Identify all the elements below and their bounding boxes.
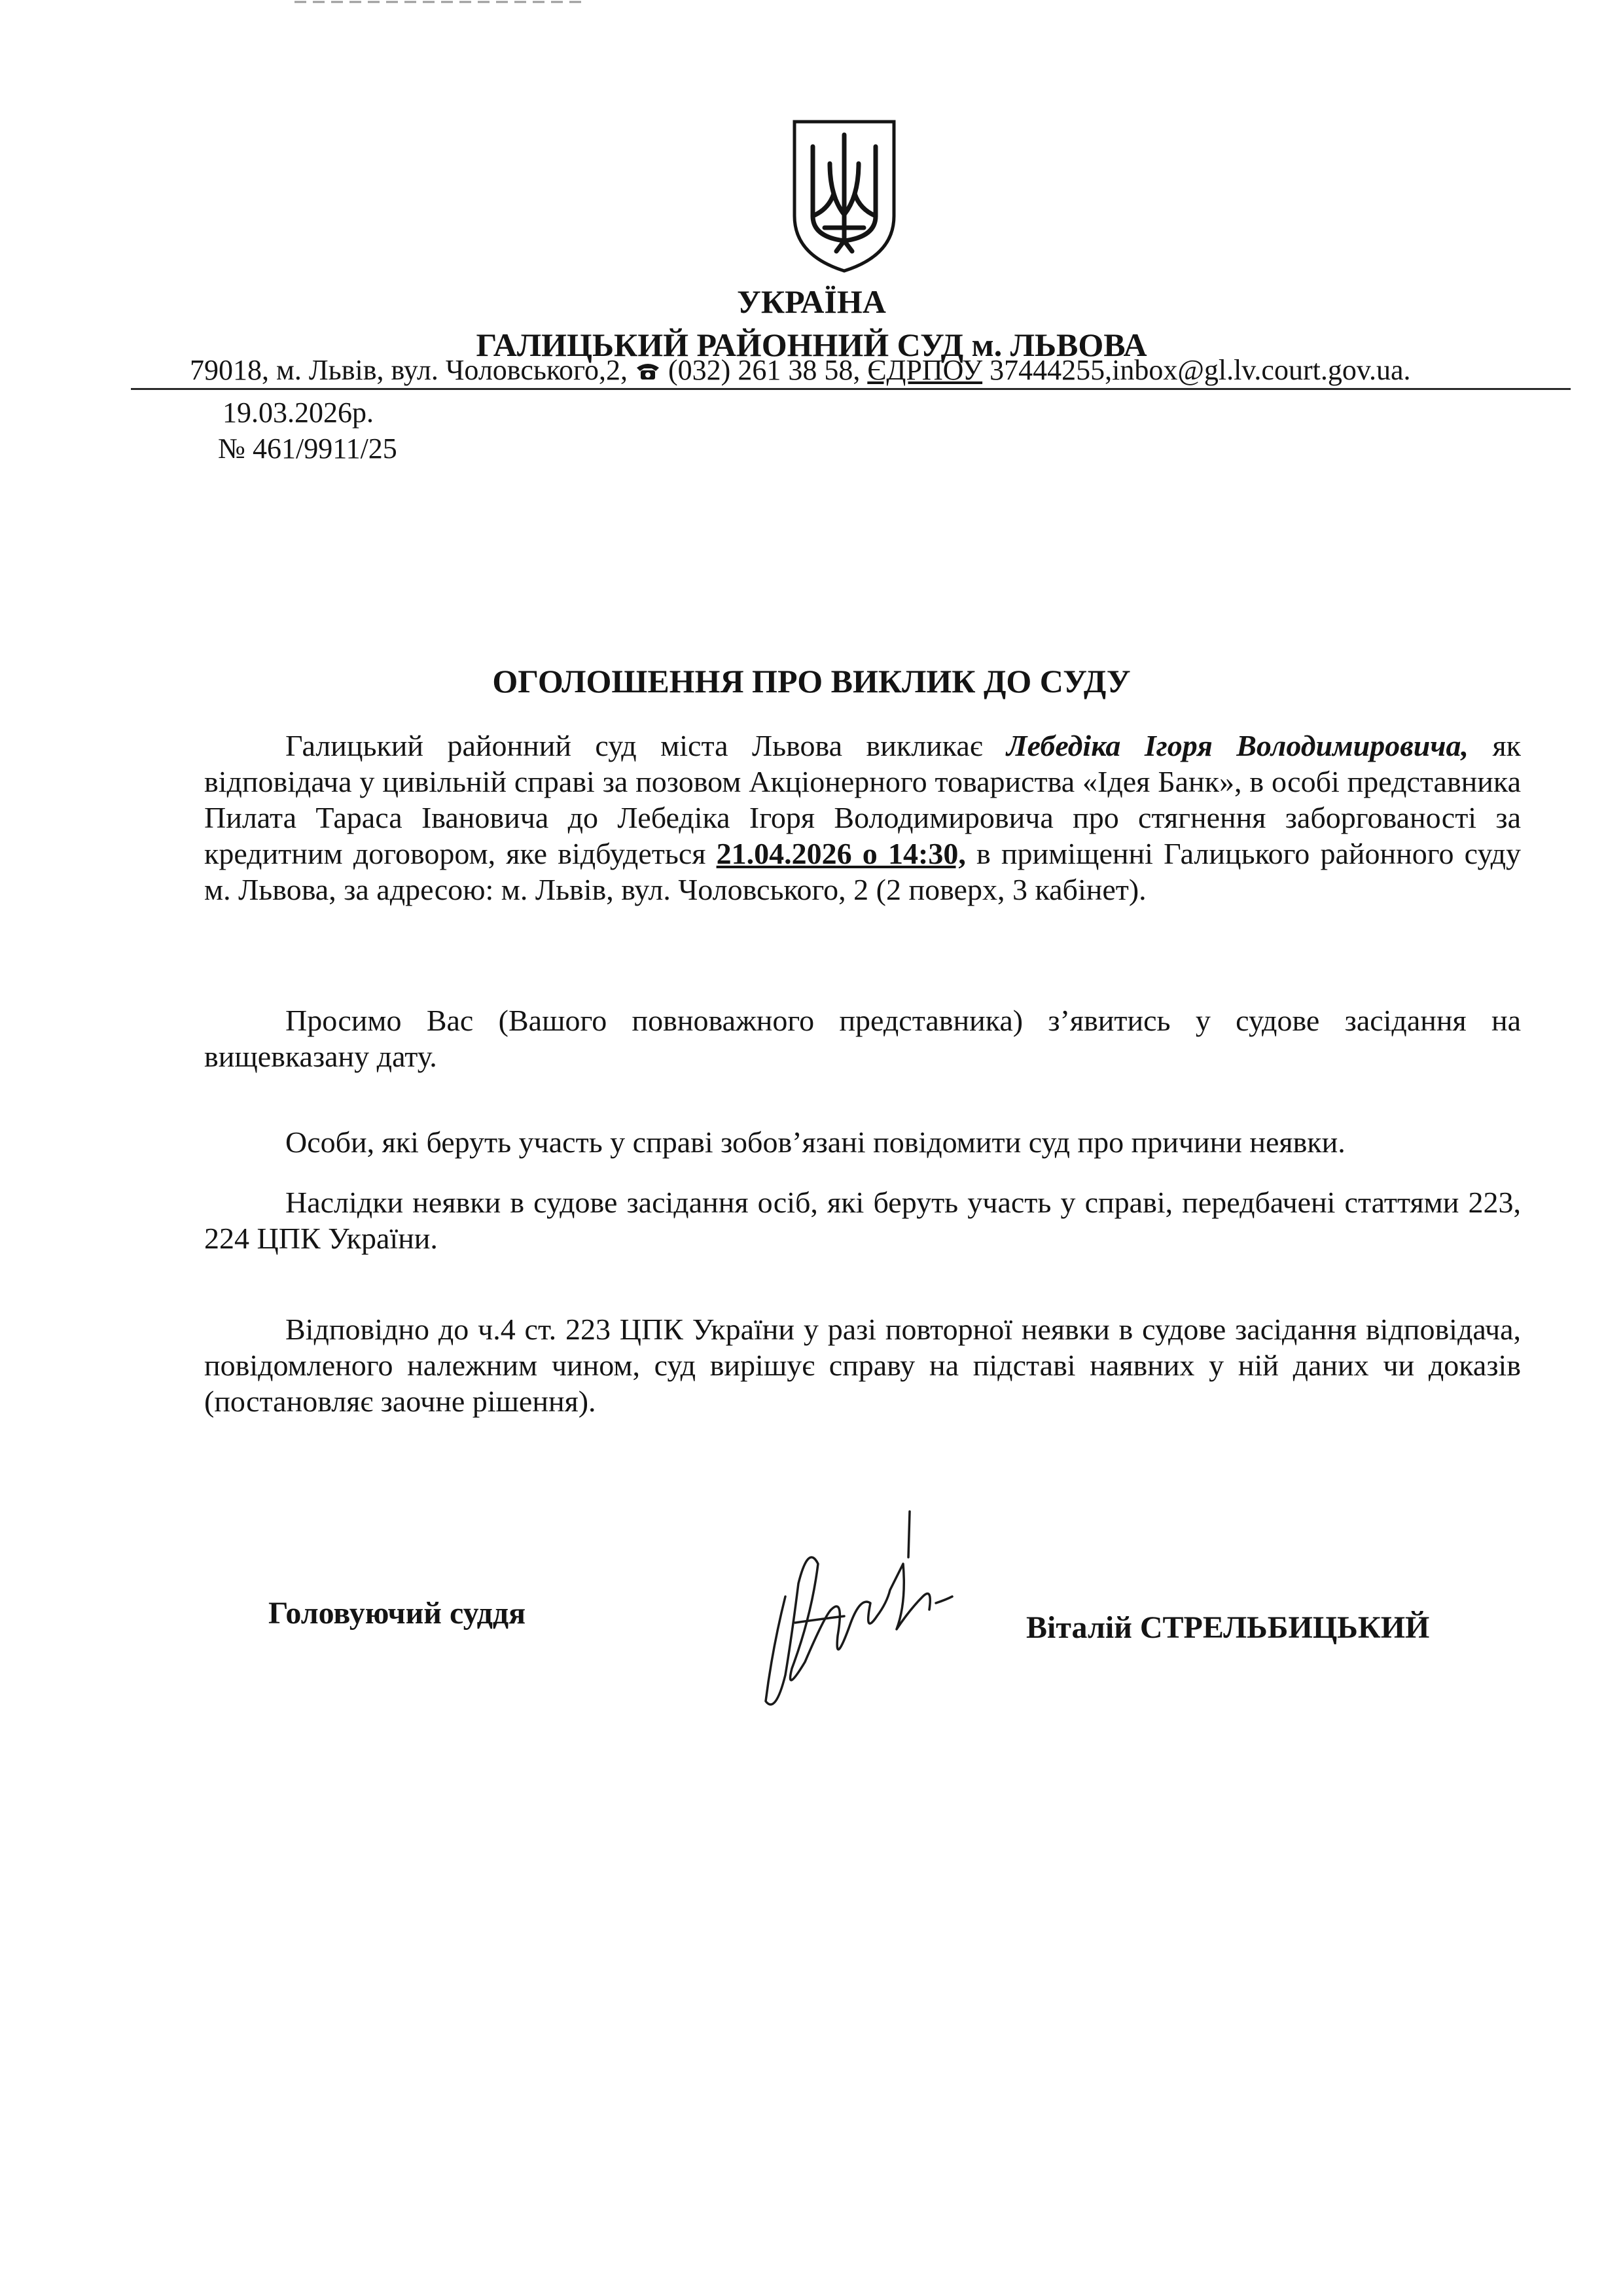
paragraph-default-judgment: [204, 1311, 1521, 1419]
hearing-datetime: 21.04.2026 о 14:30,: [716, 837, 966, 870]
judge-name: Віталій СТРЕЛЬБИЦЬКИЙ: [1026, 1610, 1430, 1645]
default-judgment-text: Відповідно до ч.4 ст. 223 ЦПК України у разі повторної неявки в судове засідання відповідача, повідомленого належним чином, суд вирішує справу на підставі наявних у ній даних чи доказів (постановляє заочне рішення).: [204, 1313, 1521, 1418]
consequences-text: Наслідки неявки в судове засідання осіб, які беруть участь у справі, передбачені статтями 223, 224 ЦПК України.: [204, 1186, 1521, 1255]
document-title: ОГОЛОШЕННЯ ПРО ВИКЛИК ДО СУДУ: [492, 663, 1131, 699]
summons-case: як відповідача у цивільній справі за позовом Акціонерного товариства «Ідея Банк», в особі представника Пилата Тараса Івановича до Лебедіка Ігоря Володимировича про стягнення заборгованості за кредитним договором, яке відбудеться: [204, 729, 1521, 870]
defendant-name: Лебедіка Ігоря Володимировича,: [1007, 729, 1469, 762]
document-date: 19.03.2026р.: [223, 397, 374, 429]
paragraph-obligation: [204, 1124, 1521, 1160]
obligation-text: Особи, які беруть участь у справі зобов’язані повідомити суд про причини неявки.: [285, 1125, 1346, 1159]
judge-position: Головуючий суддя: [268, 1596, 526, 1631]
country-title: УКРАЇНА: [737, 283, 886, 320]
summons-intro: Галицький районний суд міста Львова викликає: [285, 729, 1007, 762]
coat-of-arms-icon: [791, 118, 898, 275]
scan-mark: [294, 0, 582, 4]
paragraph-request: [204, 1002, 1521, 1074]
summons-location: в приміщенні Галицького районного суду м. Львова, за адресою: м. Львів, вул. Чоловського, 2 (2 поверх, 3 кабінет).: [204, 837, 1521, 906]
court-address: [190, 353, 1411, 387]
edrpou-label: ЄДРПОУ: [867, 354, 983, 386]
case-number: № 461/9911/25: [218, 433, 397, 465]
court-name: ГАЛИЦЬКИЙ РАЙОННИЙ СУД м. ЛЬВОВА: [476, 327, 1147, 363]
handwritten-signature: [746, 1505, 982, 1727]
address-street: 79018, м. Львів, вул. Чоловського,2,: [190, 354, 635, 386]
paragraph-consequences: [204, 1184, 1521, 1256]
request-text: Просимо Вас (Вашого повноважного представника) з’явитись у судове засідання на вищевказану дату.: [204, 1004, 1521, 1073]
header-divider: [131, 388, 1571, 390]
phone-icon: [635, 361, 661, 381]
paragraph-summons: [204, 728, 1521, 908]
address-email: 37444255,inbox@gl.lv.court.gov.ua.: [982, 354, 1411, 386]
address-phone: (032) 261 38 58,: [661, 354, 868, 386]
